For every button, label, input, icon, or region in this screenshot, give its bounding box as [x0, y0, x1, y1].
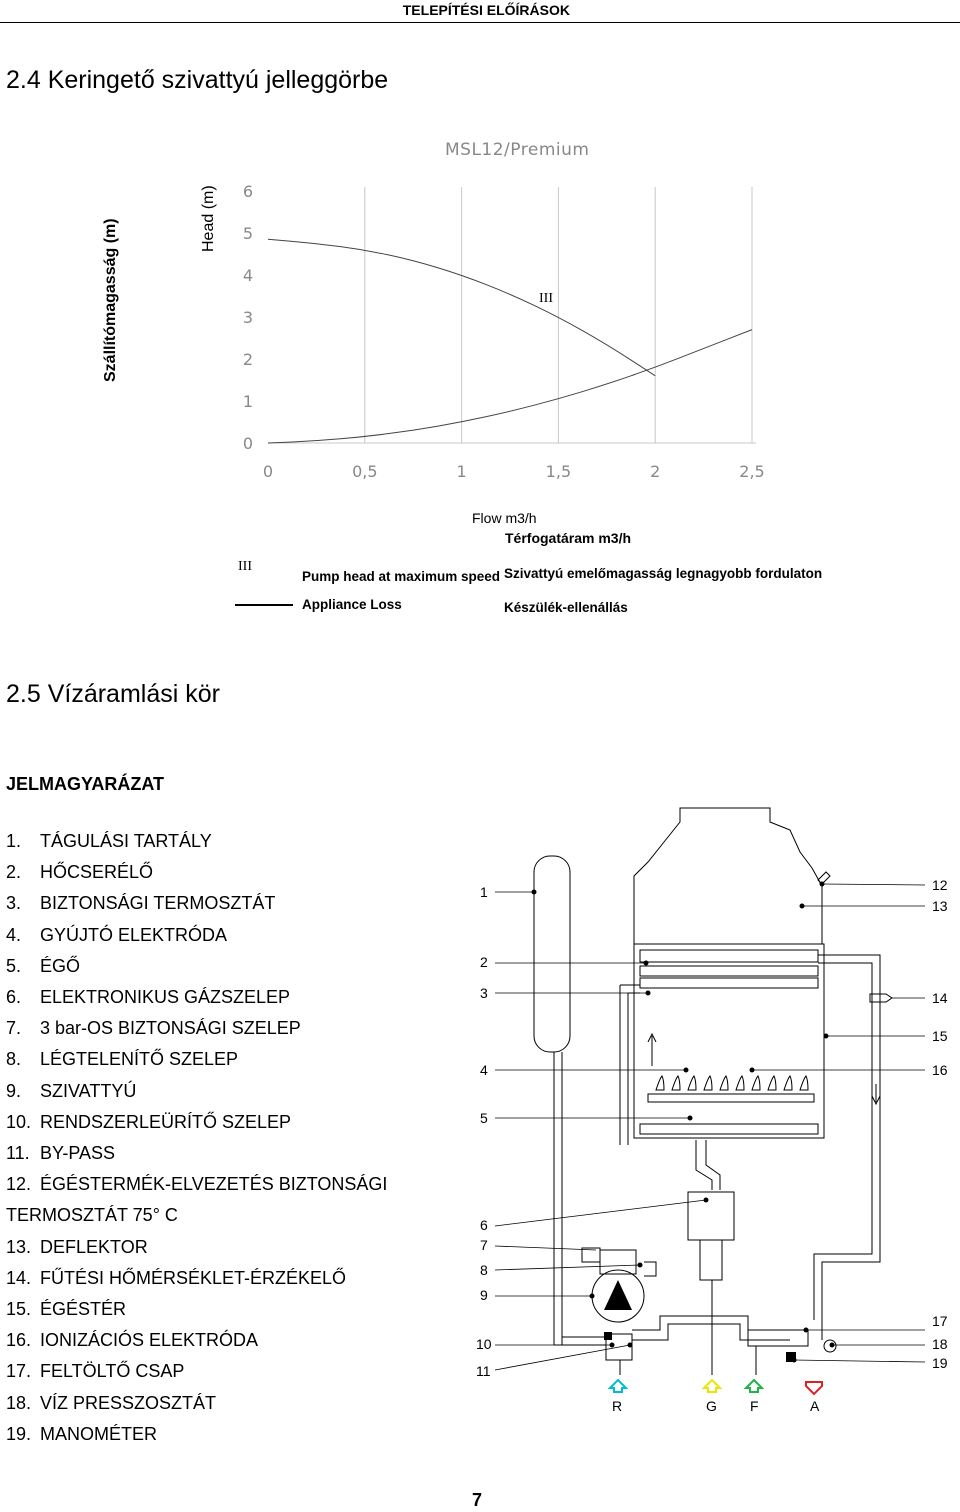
y-tick-label: 5	[242, 224, 254, 243]
diagram-label: 13	[932, 898, 948, 914]
diagram-label: 11	[476, 1363, 491, 1379]
legend-item: 8. LÉGTELENÍTŐ SZELEP	[6, 1049, 239, 1070]
connection-r-icon	[610, 1380, 626, 1392]
x-tick-label: 0	[262, 462, 274, 481]
legend-item-continuation: TERMOSZTÁT 75° C	[6, 1205, 178, 1226]
y-axis-label-hu: Szállítómagasság (m)	[102, 218, 119, 382]
expansion-tank	[534, 856, 570, 1052]
legend-item: 18. VÍZ PRESSZOSZTÁT	[6, 1392, 217, 1413]
water-circuit-diagram	[470, 800, 960, 1440]
series-appliance-loss-line	[268, 330, 752, 443]
connection-label-r: R	[612, 1398, 623, 1414]
connection-label-f: F	[750, 1398, 759, 1414]
y-tick-label: 2	[242, 350, 254, 369]
gas-valve	[688, 1192, 734, 1240]
diagram-label: 19	[932, 1355, 948, 1371]
legend-item: 10. RENDSZERLEÜRÍTŐ SZELEP	[6, 1111, 292, 1132]
pump-triangle	[604, 1280, 632, 1310]
burner-base	[640, 1124, 818, 1134]
diagram-label: 2	[480, 954, 488, 970]
y-axis-label-en: Head (m)	[200, 185, 217, 252]
component-legend-list	[6, 826, 387, 1450]
legend-item: 9. SZIVATTYÚ	[6, 1080, 137, 1101]
combustion-chamber	[634, 944, 824, 1138]
legend-item: 5. ÉGŐ	[6, 955, 81, 976]
connection-a-icon	[806, 1382, 822, 1394]
filling-tap	[748, 1330, 808, 1346]
legend-pump-en: Pump head at maximum speed	[302, 569, 501, 584]
legend-item: 16. IONIZÁCIÓS ELEKTRÓDA	[6, 1330, 259, 1351]
legend-item: 15. ÉGÉSTÉR	[6, 1299, 127, 1320]
diagram-label: 17	[932, 1313, 948, 1329]
legend-item: 1. TÁGULÁSI TARTÁLY	[6, 831, 212, 851]
diagram-label: 4	[480, 1062, 488, 1078]
burner-flames	[656, 1076, 808, 1090]
legend-item: 14. FŰTÉSI HŐMÉRSÉKLET-ÉRZÉKELŐ	[6, 1267, 347, 1288]
x-tick-label: 1,5	[545, 462, 572, 481]
diagram-label: 14	[932, 990, 948, 1006]
series-label: III	[539, 291, 553, 306]
diagram-label: 18	[932, 1336, 948, 1352]
diagram-label: 6	[480, 1217, 488, 1233]
diagram-label: 9	[480, 1287, 488, 1303]
diagram-label: 5	[480, 1110, 488, 1126]
diagram-label: 8	[480, 1262, 488, 1278]
legend-item: 2. HŐCSERÉLŐ	[6, 862, 154, 883]
legend-heading: JELMAGYARÁZAT	[6, 774, 165, 794]
y-tick-label: 1	[242, 392, 254, 411]
legend-item: 12. ÉGÉSTERMÉK-ELVEZETÉS BIZTONSÁGI	[6, 1174, 388, 1195]
diagram-label: 7	[480, 1237, 488, 1253]
legend-item: 7. 3 bar-OS BIZTONSÁGI SZELEP	[6, 1018, 301, 1039]
legend-item: 11. BY-PASS	[6, 1143, 116, 1164]
x-axis-label-en: Flow m3/h	[472, 510, 537, 526]
y-tick-label: 6	[242, 182, 254, 201]
diagram-label: 12	[932, 877, 948, 893]
legend-item: 4. GYÚJTÓ ELEKTRÓDA	[6, 924, 228, 945]
pump-curve-chart	[0, 0, 960, 520]
y-tick-label: 3	[242, 308, 254, 327]
pump-curve-symbol: III	[238, 559, 252, 574]
legend-item: 6. ELEKTRONIKUS GÁZSZELEP	[6, 987, 291, 1008]
x-tick-label: 0,5	[352, 462, 378, 481]
legend-item: 19. MANOMÉTER	[6, 1423, 157, 1444]
diagram-label: 16	[932, 1062, 948, 1078]
legend-item: 17. FELTÖLTŐ CSAP	[6, 1361, 185, 1382]
running-header: TELEPÍTÉSI ELŐÍRÁSOK	[402, 2, 570, 18]
diagram-label: 1	[480, 884, 488, 900]
section-title-2-4: 2.4 Keringető szivattyú jelleggörbe	[6, 66, 389, 94]
legend-item: 3. BIZTONSÁGI TERMOSZTÁT	[6, 893, 276, 914]
flue-hood	[634, 808, 822, 944]
diagram-label: 3	[480, 985, 488, 1001]
section-title-2-5: 2.5 Vízáramlási kör	[6, 680, 220, 708]
legend-item: 13. DEFLEKTOR	[6, 1236, 148, 1257]
x-tick-label: 1	[456, 462, 467, 481]
y-tick-label: 0	[242, 434, 254, 453]
connection-label-a: A	[810, 1398, 820, 1414]
y-tick-label: 4	[242, 266, 254, 285]
legend-pump-hu: Szivattyú emelőmagasság legnagyobb fordulaton	[504, 566, 823, 581]
legend-line-sample	[235, 604, 293, 606]
heat-exchanger	[640, 950, 818, 962]
legend-loss-en: Appliance Loss	[302, 597, 402, 612]
chart-title: MSL12/Premium	[445, 140, 590, 160]
connection-g-icon	[704, 1380, 720, 1392]
x-tick-label: 2,5	[739, 462, 765, 481]
connection-f-icon	[746, 1380, 762, 1392]
diagram-label: 15	[932, 1028, 948, 1044]
connection-label-g: G	[706, 1398, 717, 1414]
x-axis-label-hu: Térfogatáram m3/h	[505, 530, 632, 546]
diagram-label: 10	[476, 1336, 492, 1352]
legend-loss-hu: Készülék-ellenállás	[504, 600, 628, 615]
x-tick-label: 2	[650, 462, 661, 481]
page-number: 7	[472, 1490, 483, 1510]
